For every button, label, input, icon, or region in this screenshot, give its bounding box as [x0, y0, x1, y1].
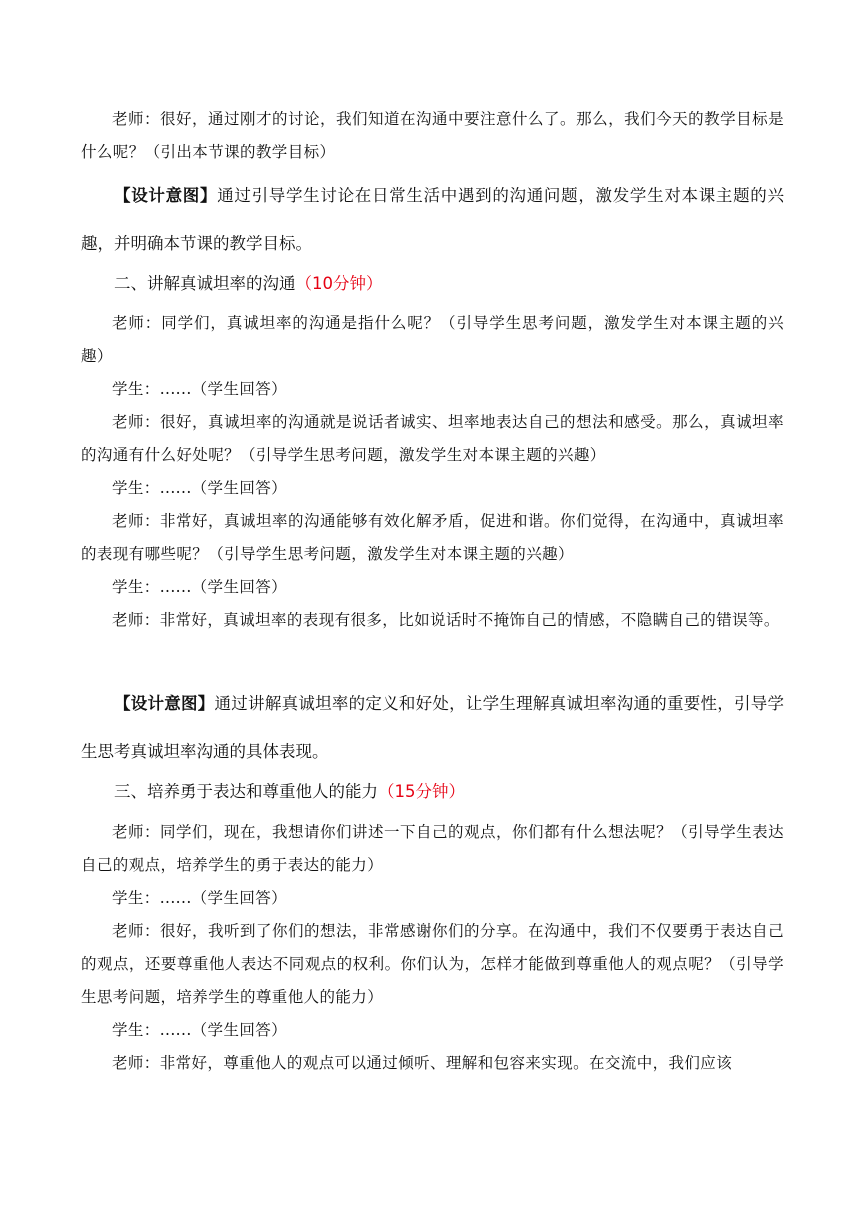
- design-intent-paragraph: [81, 680, 784, 776]
- teacher-line: 老师：非常好，真诚坦率的沟通能够有效化解矛盾，促进和谐。你们觉得，在沟通中，真诚坦率的表现有哪些呢？（引导学生思考问题，激发学生对本课主题的兴趣）: [81, 512, 784, 563]
- student-line: 学生：......（学生回答）: [112, 578, 288, 596]
- design-intent-tag: 【设计意图】: [114, 694, 215, 713]
- teacher-line: 老师：很好，真诚坦率的沟通就是说话者诚实、坦率地表达自己的想法和感受。那么，真诚坦率的沟通有什么好处呢？（引导学生思考问题，激发学生对本课主题的兴趣）: [81, 413, 784, 464]
- section-3-heading: [81, 780, 784, 804]
- design-intent-text: 通过引导学生讨论在日常生活中遇到的沟通问题，激发学生对本课主题的兴趣，并明确本节课的教学目标。: [81, 186, 785, 253]
- section-duration: （10分钟）: [295, 274, 383, 293]
- section-2-dialog: [81, 307, 784, 637]
- design-intent-paragraph: [81, 172, 784, 268]
- section-3-dialog: [81, 816, 784, 1080]
- section-duration: （15分钟）: [378, 782, 465, 801]
- teacher-line: 老师：非常好，尊重他人的观点可以通过倾听、理解和包容来实现。在交流中，我们应该: [112, 1054, 733, 1072]
- student-line: 学生：......（学生回答）: [112, 479, 288, 497]
- teacher-line: 老师：很好，我听到了你们的想法，非常感谢你们的分享。在沟通中，我们不仅要勇于表达自己的观点，还要尊重他人表达不同观点的权利。你们认为，怎样才能做到尊重他人的观点呢？（引导学生思考问题，培养学生的尊重他人的能力）: [81, 922, 784, 1006]
- section-heading: [81, 272, 784, 296]
- section-heading: [81, 780, 784, 804]
- teacher-line: 老师：非常好，真诚坦率的表现有很多，比如说话时不掩饰自己的情感，不隐瞒自己的错误等。: [112, 611, 780, 629]
- student-line: 学生：......（学生回答）: [112, 380, 288, 398]
- teacher-line: 老师：很好，通过刚才的讨论，我们知道在沟通中要注意什么了。那么，我们今天的教学目标是什么呢？（引出本节课的教学目标）: [81, 110, 784, 161]
- section-title: 三、培养勇于表达和尊重他人的能力: [114, 782, 378, 801]
- design-intent-1: [81, 172, 784, 268]
- teacher-line: 老师：同学们，真诚坦率的沟通是指什么呢？（引导学生思考问题，激发学生对本课主题的兴趣）: [81, 314, 784, 365]
- teacher-line: 老师：同学们，现在，我想请你们讲述一下自己的观点，你们都有什么想法呢？（引导学生表达自己的观点，培养学生的勇于表达的能力）: [81, 823, 784, 874]
- student-line: 学生：......（学生回答）: [112, 1021, 288, 1039]
- design-intent-2: [81, 680, 784, 776]
- design-intent-tag: 【设计意图】: [114, 186, 218, 205]
- student-line: 学生：......（学生回答）: [112, 889, 288, 907]
- intro-paragraph-block: [81, 103, 784, 169]
- section-2-heading: [81, 272, 784, 296]
- design-intent-text: 通过讲解真诚坦率的定义和好处，让学生理解真诚坦率沟通的重要性，引导学生思考真诚坦率沟通的具体表现。: [81, 694, 785, 761]
- section-title: 二、讲解真诚坦率的沟通: [114, 274, 296, 293]
